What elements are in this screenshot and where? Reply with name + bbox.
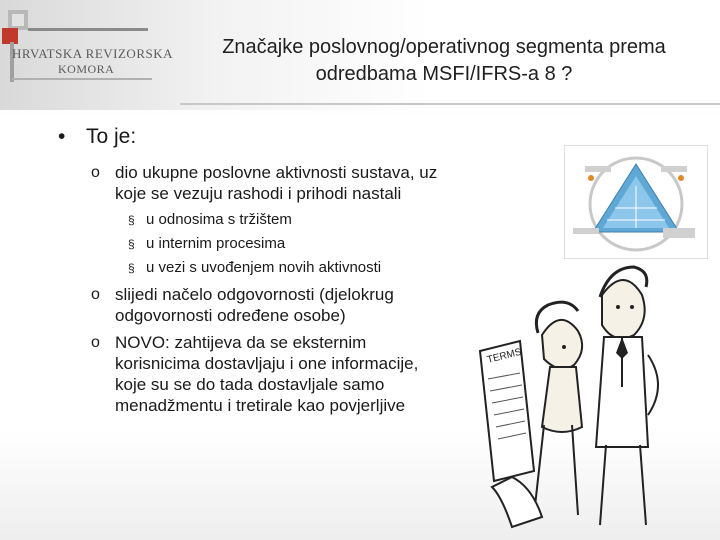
bullet-item-3: [58, 332, 458, 416]
cartoon-people-icon: [472, 255, 674, 535]
bullet-item-2-text: slijedi načelo odgovornosti (djelokrug odgovornosti određene osobe): [115, 285, 394, 325]
paper-label: TERMS: [486, 346, 523, 366]
bullet-square-icon: §: [128, 213, 135, 227]
sub-bullet-1: [58, 208, 458, 232]
bullet-square-icon: §: [128, 261, 135, 275]
logo-line-1: HRVATSKA REVIZORSKA: [12, 46, 173, 61]
pyramid-cycle-icon: [565, 146, 707, 258]
bullet-circle-icon: o: [91, 334, 100, 351]
logo: [0, 2, 173, 92]
bullet-item-3-text: NOVO: zahtijeva da se eksternim korisnicima dostavljaju i one informacije, koje su se do tada dostavljale samo menadžmentu i tretirale kao povjerljive: [115, 333, 419, 415]
sub-bullet-3: [58, 256, 458, 280]
bullet-text: To je:: [86, 125, 137, 148]
bullet-item-1-text: dio ukupne poslovne aktivnosti sustava, uz koje se vezuju rashodi i prihodi nastali: [115, 163, 438, 203]
slide-title: [170, 34, 718, 88]
bullet-dot-icon: •: [58, 125, 66, 148]
bullet-item-1: [58, 162, 458, 204]
sub-bullet-3-text: u vezi s uvođenjem novih aktivnosti: [146, 259, 382, 276]
bullet-content: [58, 124, 458, 416]
title-line-2: odredbama MSFI/IFRS-a 8 ?: [315, 63, 573, 85]
title-line-1: Značajke poslovnog/operativnog segmenta prema: [222, 36, 666, 58]
bullet-square-icon: §: [128, 237, 135, 251]
pyramid-cycle-diagram: [564, 145, 708, 259]
bullet-circle-icon: o: [91, 286, 100, 303]
sub-bullet-2-text: u internim procesima: [146, 235, 286, 252]
header-divider: [180, 103, 720, 105]
sub-bullet-1-text: u odnosima s tržištem: [146, 211, 292, 228]
bullet-item-2: [58, 284, 458, 326]
logo-line-2: KOMORA: [58, 62, 115, 76]
bullet-level1: [58, 124, 458, 150]
bullet-circle-icon: o: [91, 164, 100, 181]
sub-bullet-2: [58, 232, 458, 256]
cartoon-illustration: [472, 255, 674, 535]
